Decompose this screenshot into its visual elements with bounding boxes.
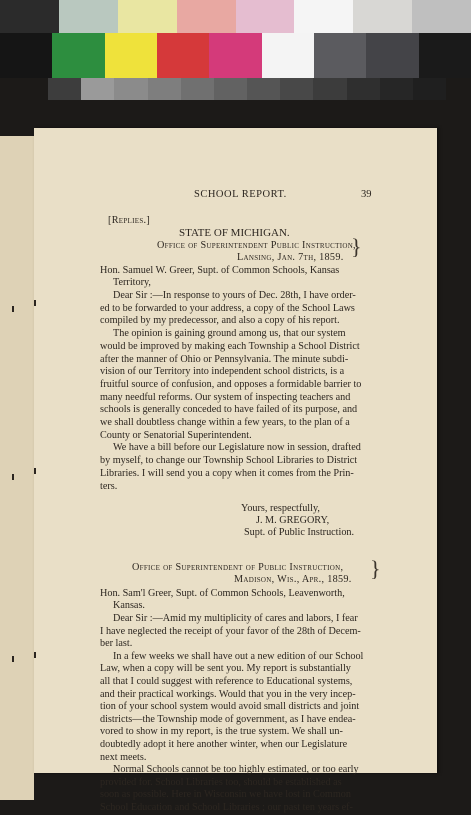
body-text-line: next meets.: [100, 751, 147, 763]
letter1-signer: J. M. GREGORY,: [256, 515, 330, 526]
color-swatch: [262, 33, 314, 78]
color-swatch: [81, 78, 114, 100]
letter1-addressee-line2: Territory,: [113, 277, 151, 288]
color-swatch: [214, 78, 247, 100]
color-swatch: [48, 78, 81, 100]
running-title: SCHOOL REPORT.: [194, 189, 287, 200]
color-swatch: [236, 0, 295, 33]
color-swatch: [0, 0, 59, 33]
binding-mark: [12, 474, 14, 480]
letter1-closing: Yours, respectfully,: [241, 503, 320, 514]
document-page: [34, 128, 437, 813]
color-swatch: [114, 78, 147, 100]
brace: }: [351, 234, 362, 259]
body-text-line: Dear Sir :—In response to yours of Dec. 28th, I have order-: [113, 290, 356, 301]
letter2-addressee-line2: Kansas.: [113, 600, 145, 611]
body-text-line: vision of our Territory into independent school districts, is a: [100, 366, 345, 378]
color-swatch: [294, 0, 353, 33]
color-swatch: [313, 78, 346, 100]
body-text-line: Law, when a copy will be sent you. My report is substantially: [100, 663, 351, 675]
color-swatch: [380, 78, 413, 100]
color-calibration-strip-middle: [0, 33, 471, 78]
color-swatch: [181, 78, 214, 100]
body-text-line: ed to be forwarded to your address, a copy of the School Laws: [100, 302, 355, 314]
color-swatch: [118, 0, 177, 33]
color-swatch: [52, 33, 104, 78]
binding-mark: [34, 652, 36, 658]
color-swatch: [366, 33, 418, 78]
color-swatch: [347, 78, 380, 100]
color-swatch: [280, 78, 313, 100]
body-text-line: fruitful source of confusion, and opposes a formidable barrier to: [100, 378, 362, 390]
body-text-line: compiled by my predecessor, and also a copy of his report.: [100, 315, 340, 327]
body-text-line: ters.: [100, 480, 118, 492]
body-text-line: tion of your school system would avoid small districts and joint: [100, 701, 360, 713]
body-text-line: provided for. School Libraries too, should be established as: [100, 776, 342, 788]
body-text-line: and their practical workings. Would that you in the very incep-: [100, 688, 356, 700]
letter2-addressee-line1: Hon. Sam'l Greer, Supt. of Common Schools, Leavenworth,: [100, 588, 345, 599]
letter2-office: Office of Superintendent of Public Instruction,: [132, 562, 344, 573]
letter1-signer-title: Supt. of Public Instruction.: [244, 527, 355, 538]
body-text-line: schools is generally conceded to have failed of its purpose, and: [100, 404, 358, 416]
color-swatch: [59, 0, 118, 33]
color-swatch: [209, 33, 261, 78]
color-swatch: [105, 33, 157, 78]
color-swatch: [157, 33, 209, 78]
letter1-state-heading: STATE OF MICHIGAN.: [179, 227, 290, 239]
letter1-office: Office of Superintendent Public Instruction,: [157, 240, 356, 251]
color-swatch: [314, 33, 366, 78]
letter1-addressee-line1: Hon. Samuel W. Greer, Supt. of Common Schools, Kansas: [100, 265, 340, 276]
letter1-date: Lansing, Jan. 7th, 1859.: [237, 252, 344, 263]
color-swatch: [353, 0, 412, 33]
body-text-line: after the manner of Ohio or Pennsylvania. The minute subdi-: [100, 353, 349, 365]
body-text-line: Libraries. I will send you a copy when it comes from the Prin-: [100, 467, 354, 479]
binding-mark: [12, 306, 14, 312]
color-swatch: [419, 33, 471, 78]
body-text-line: ber last.: [100, 638, 133, 650]
body-text-line: we shall doubtless change within a few years, to the plan of a: [100, 417, 350, 428]
body-text-line: Normal Schools cannot be too highly estimated, or too early: [113, 764, 359, 776]
binding-mark: [34, 300, 36, 306]
body-text-line: The opinion is gaining ground among us, that our system: [113, 328, 346, 340]
facing-page-edge: [0, 136, 34, 800]
color-swatch: [148, 78, 181, 100]
body-text-line: I have neglected the receipt of your favor of the 28th of Decem-: [100, 625, 361, 637]
body-text-line: We have a bill before our Legislature now in session, drafted: [113, 442, 361, 454]
body-text-line: districts—the Township mode of government, as I have endea-: [100, 713, 356, 725]
color-swatch: [177, 0, 236, 33]
color-swatch: [412, 0, 471, 33]
body-text-line: Dear Sir :—Amid my multiplicity of cares and labors, I fear: [113, 613, 358, 624]
color-swatch: [413, 78, 446, 100]
body-text-line: by myself, to change our Township School Libraries to District: [100, 455, 358, 467]
body-text-line: vored to show in my report, is the true system. We shall un-: [100, 726, 343, 738]
body-text-line: many needful reforms. Our system of inspecting teachers and: [100, 391, 351, 403]
binding-mark: [12, 656, 14, 662]
body-text-line: County or Senatorial Superintendent.: [100, 429, 252, 441]
letter2-date: Madison, Wis., Apr., 1859.: [234, 574, 352, 585]
page-number: 39: [361, 189, 372, 200]
body-text-line: soon as possible. Here in Wisconsin we have lost in Common: [100, 789, 351, 801]
body-text-line: all that I could suggest with reference to Educational systems,: [100, 676, 353, 687]
section-label: [Replies.]: [108, 215, 151, 226]
body-text-line: In a few weeks we shall have out a new edition of our School: [113, 650, 364, 662]
color-calibration-strip-top: [0, 0, 471, 33]
body-text-line: School Education and School Libraries ; our past ten years ef-: [100, 802, 353, 813]
grayscale-calibration-strip: [48, 78, 446, 100]
brace: }: [370, 556, 381, 581]
color-swatch: [0, 33, 52, 78]
binding-mark: [34, 468, 36, 474]
body-text-line: doubtedly adopt it here another winter, when our Legislature: [100, 739, 348, 750]
color-swatch: [247, 78, 280, 100]
body-text-line: would be improved by making each Township a School District: [100, 340, 360, 352]
